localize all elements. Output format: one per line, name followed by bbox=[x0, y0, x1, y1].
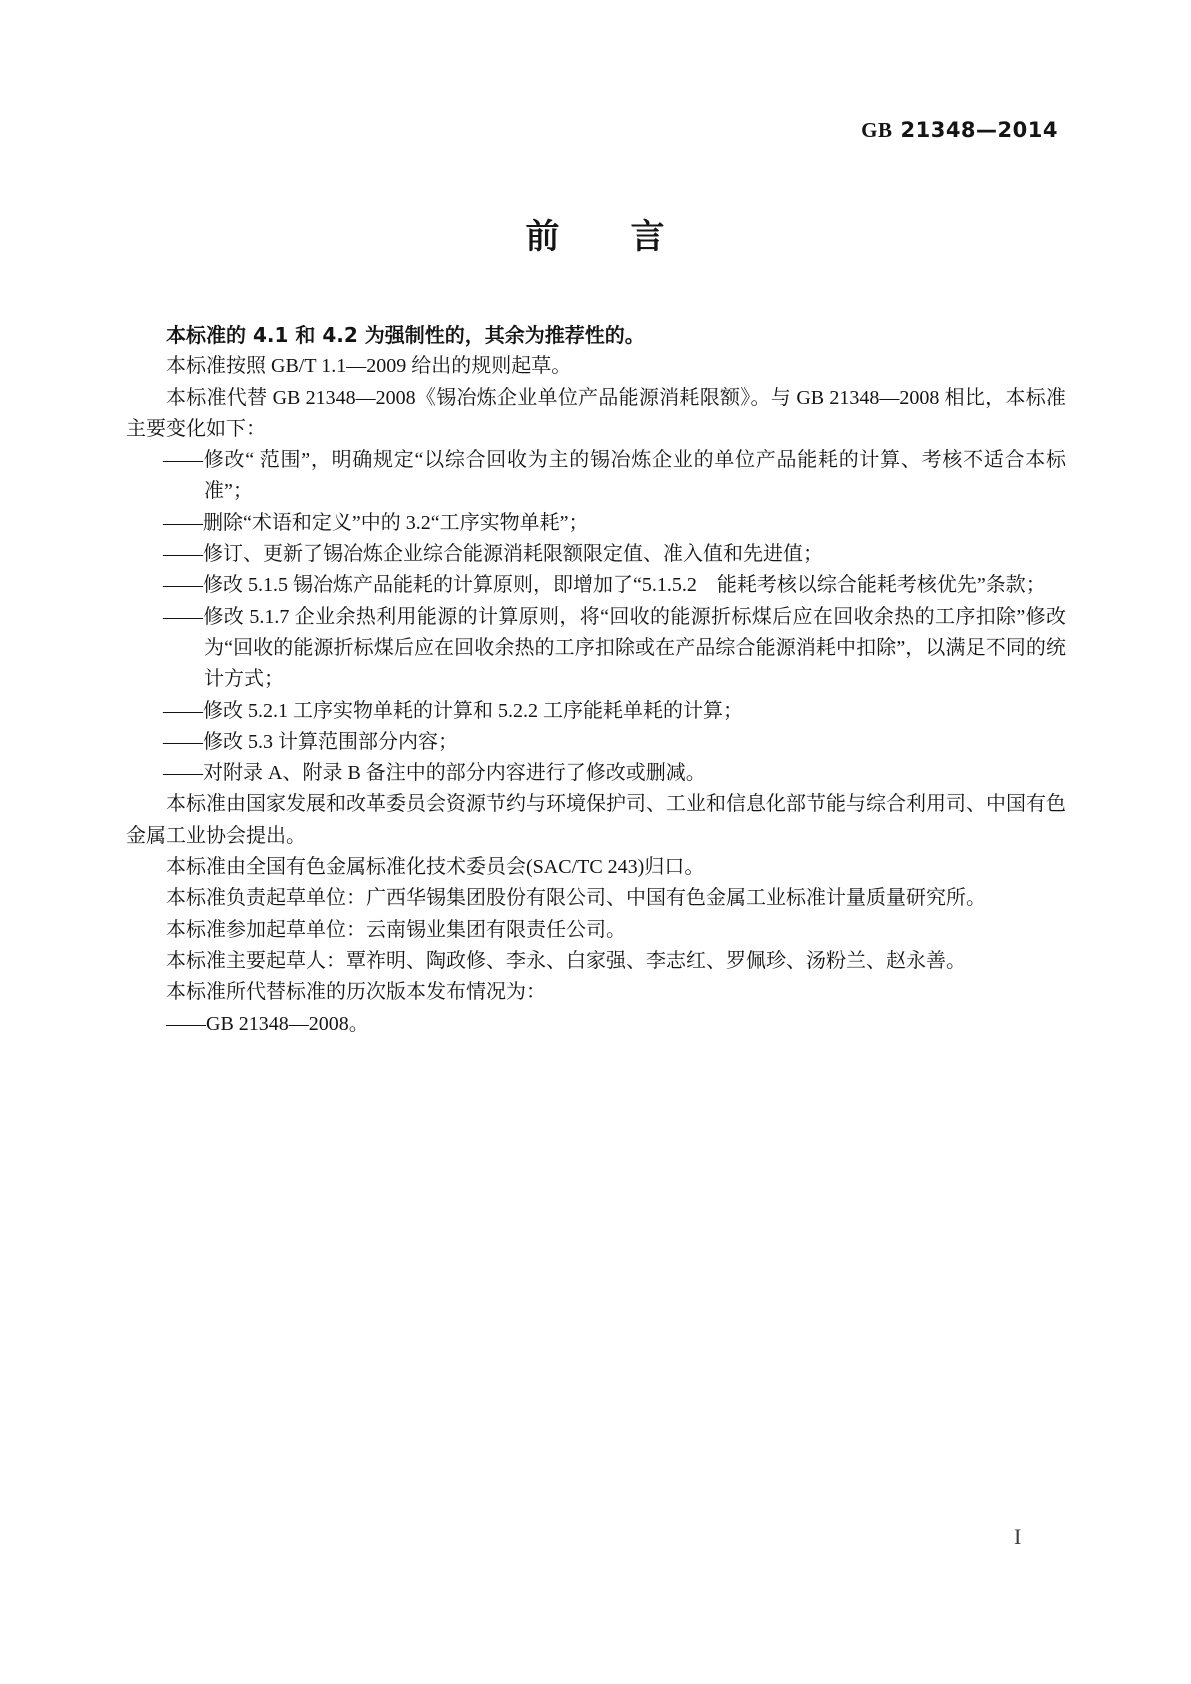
foreword-paragraph: 本标准参加起草单位：云南锡业集团有限责任公司。 bbox=[166, 918, 626, 941]
foreword-paragraph: ——GB 21348—2008。 bbox=[166, 1012, 369, 1035]
foreword-paragraph: 本标准由全国有色金属标准化技术委员会(SAC/TC 243)归口。 bbox=[166, 856, 705, 879]
standard-number-prefix: GB bbox=[861, 118, 893, 142]
change-list-item: ——修改 5.1.5 锡冶炼产品能耗的计算原则，即增加了“5.1.5.2 能耗考核以综合能耗考核优先”条款； bbox=[163, 574, 1046, 597]
page-title: 前 言 bbox=[525, 217, 666, 257]
foreword-paragraph: 本标准代替 GB 21348—2008《锡冶炼企业单位产品能源消耗限额》。与 GB 21348—2008 相比，本标准主要变化如下： bbox=[126, 386, 1066, 440]
foreword-paragraph: 本标准负责起草单位：广西华锡集团股份有限公司、中国有色金属工业标准计量质量研究所。 bbox=[166, 887, 986, 910]
foreword-paragraph: 本标准按照 GB/T 1.1—2009 给出的规则起草。 bbox=[166, 355, 572, 378]
standard-number-digits: 21348—2014 bbox=[900, 118, 1058, 142]
change-list-item: ——修改 5.1.7 企业余热利用能源的计算原则，将“回收的能源折标煤后应在回收余热的工序扣除”修改为“回收的能源折标煤后应在回收余热的工序扣除或在产品综合能源消耗中扣除”，以满足不同的统计方式； bbox=[163, 605, 1066, 691]
foreword-paragraph: 本标准主要起草人：覃祚明、陶政修、李永、白家强、李志红、罗佩珍、汤粉兰、赵永善。 bbox=[166, 949, 966, 972]
page-number: I bbox=[1014, 1524, 1022, 1549]
change-list-item: ——修改“ 范围”，明确规定“以综合回收为主的锡冶炼企业的单位产品能耗的计算、考核不适合本标准”； bbox=[163, 449, 1066, 503]
foreword-body bbox=[126, 320, 1066, 1040]
change-list-item: ——对附录 A、附录 B 备注中的部分内容进行了修改或删减。 bbox=[163, 762, 706, 785]
foreword-paragraph: 本标准的 4.1 和 4.2 为强制性的，其余为推荐性的。 bbox=[166, 323, 645, 347]
change-list-item: ——修改 5.3 计算范围部分内容； bbox=[163, 730, 458, 753]
foreword-paragraph: 本标准所代替标准的历次版本发布情况为： bbox=[166, 981, 546, 1004]
foreword-paragraph: 本标准由国家发展和改革委员会资源节约与环境保护司、工业和信息化部节能与综合利用司、中国有色金属工业协会提出。 bbox=[126, 793, 1066, 847]
change-list-item: ——修改 5.2.1 工序实物单耗的计算和 5.2.2 工序能耗单耗的计算； bbox=[163, 699, 743, 722]
standard-number bbox=[861, 118, 1058, 143]
change-list-item: ——修订、更新了锡冶炼企业综合能源消耗限额限定值、准入值和先进值； bbox=[163, 543, 823, 566]
change-list-item: ——删除“术语和定义”中的 3.2“工序实物单耗”； bbox=[163, 511, 589, 534]
